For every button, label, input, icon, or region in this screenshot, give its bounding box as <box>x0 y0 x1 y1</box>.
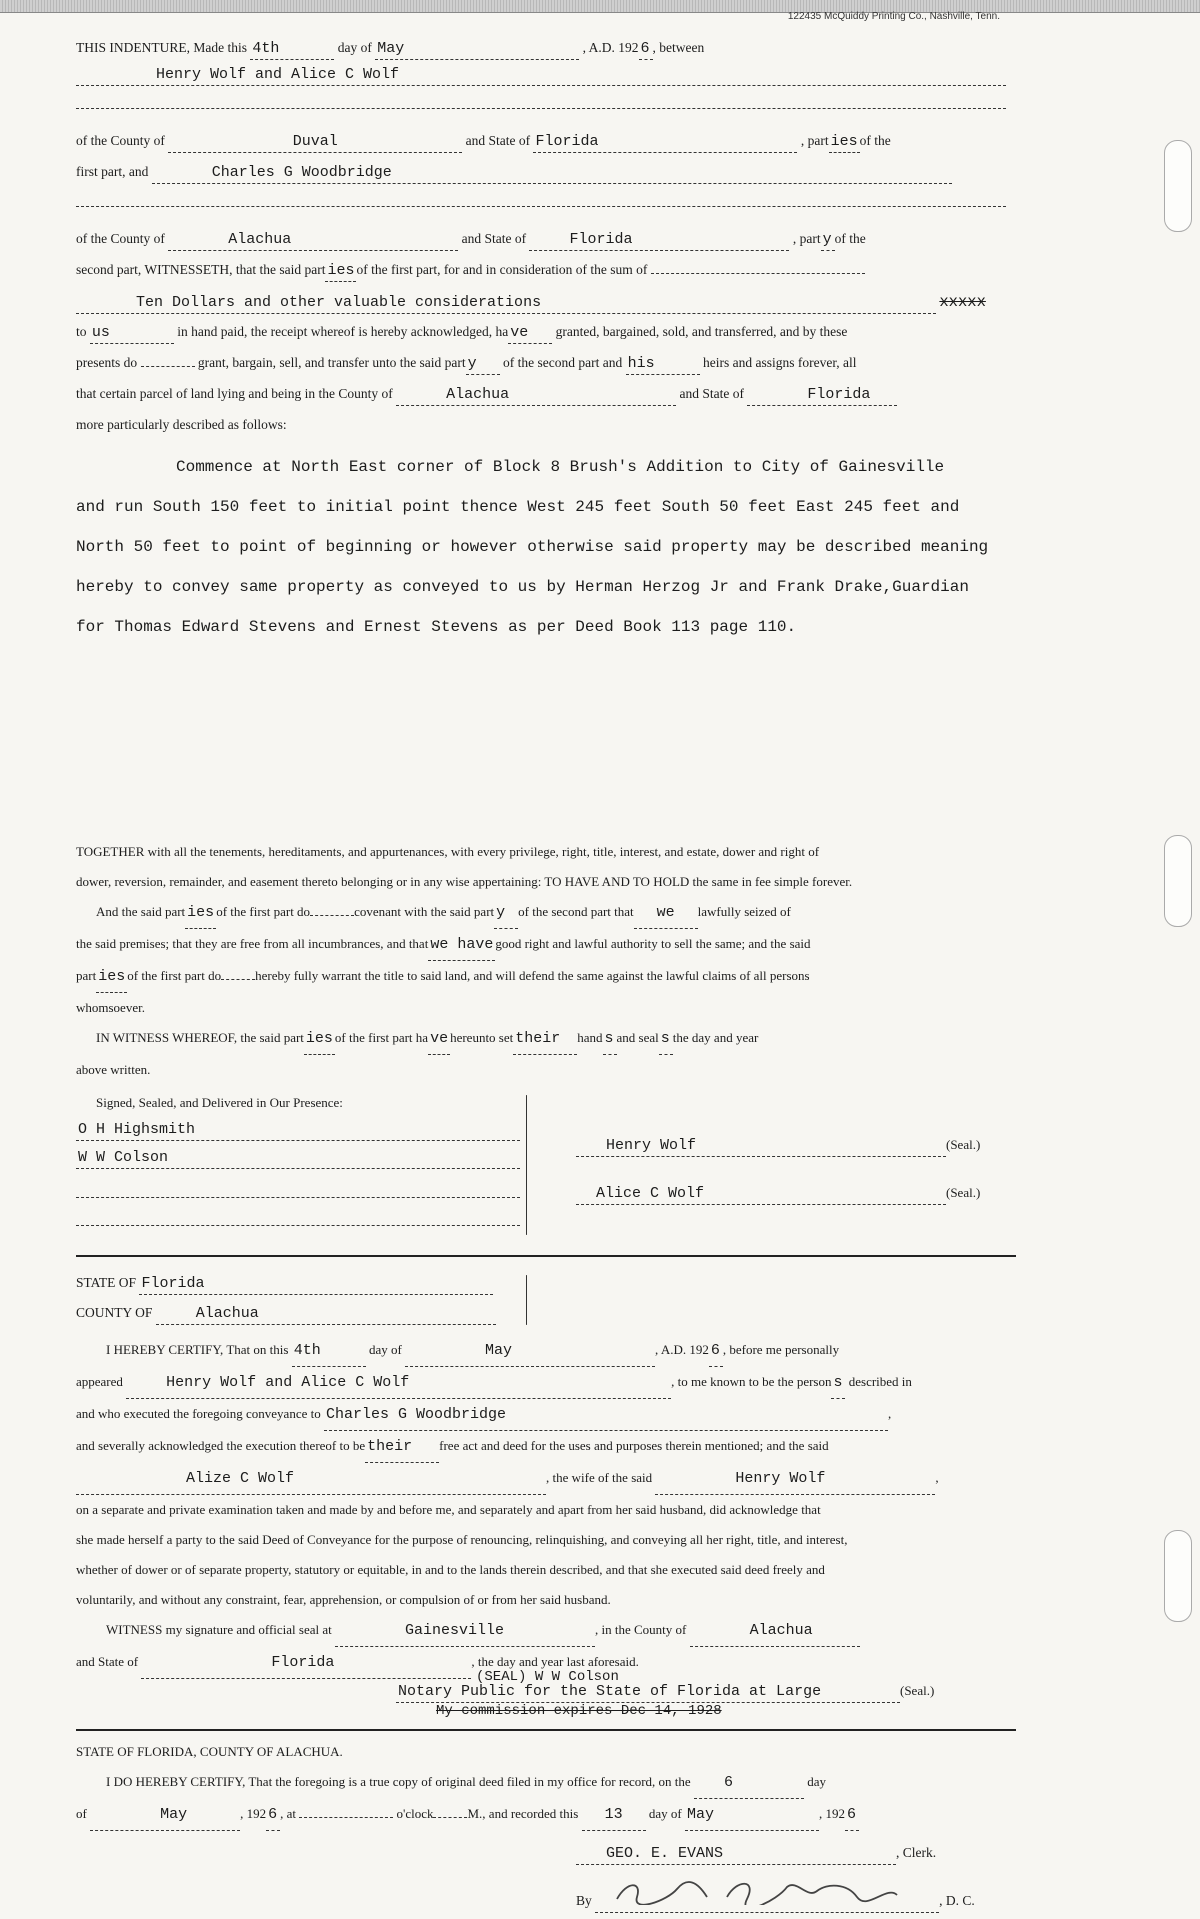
ack-day: 4th <box>292 1336 366 1367</box>
label: and State of <box>461 231 527 246</box>
grant-line <box>76 355 1016 386</box>
label: By <box>576 1893 592 1908</box>
first-county-line: of the County of Duval and State of Florida , part ies of the <box>76 133 1016 164</box>
label: day of <box>648 1806 682 1821</box>
second-county-line: of the County of Alachua and State of Florida , part y of the <box>76 231 1016 262</box>
label: , Clerk. <box>896 1845 937 1860</box>
binder-hole <box>1164 1530 1192 1622</box>
covenant-line <box>76 897 1016 929</box>
label: day of <box>368 1342 402 1357</box>
label: of the first part, for and in consideration of the sum of <box>356 262 648 277</box>
label: of the County of <box>76 231 165 246</box>
parcel-state: Florida <box>747 386 897 406</box>
indenture-label: THIS INDENTURE, Made this <box>76 40 247 55</box>
label: hereby fully warrant the title to said land, and will defend the same against the lawful claims of all persons <box>255 968 810 983</box>
label: good right and lawful authority to sell the same; and the said <box>495 936 811 951</box>
wife-name: Alize C Wolf <box>76 1464 546 1495</box>
executed-line: and who executed the foregoing conveyance to Charles G Woodbridge , <box>76 1399 1016 1431</box>
indenture-day: 4th <box>250 40 334 60</box>
label: of the <box>834 231 866 246</box>
have-suffix: ve <box>508 324 552 344</box>
consideration-line <box>76 293 1016 324</box>
venue-county: Alachua <box>156 1305 496 1325</box>
binder-hole <box>1164 835 1192 927</box>
second-county: Alachua <box>168 231 458 251</box>
blank-fill <box>433 1817 467 1818</box>
recorded-day: 13 <box>582 1800 646 1831</box>
signer-row <box>576 1137 980 1157</box>
appeared-line <box>76 1367 1016 1399</box>
consideration-text: Ten Dollars and other valuable considerations <box>76 294 936 314</box>
receipt-line <box>76 324 1016 355</box>
struck-amount: xxxxx <box>939 293 986 311</box>
their: their <box>365 1432 439 1463</box>
label: granted, bargained, sold, and transferred, and by these <box>555 324 848 339</box>
label: IN WITNESS WHEREOF, the said part <box>96 1030 304 1045</box>
label: , A.D. 192 <box>655 1342 709 1357</box>
label: in hand paid, the receipt whereof is hereby acknowledged, ha <box>177 324 509 339</box>
label: , the day and year last aforesaid. <box>471 1654 639 1669</box>
warrant-line <box>76 961 1016 993</box>
label: and State of <box>76 1654 139 1669</box>
deed-form <box>76 40 1016 1919</box>
recorded-month: May <box>685 1800 819 1831</box>
label: I DO HEREBY CERTIFY, That the foregoing is a true copy of original deed filed in my office for record, on the <box>106 1774 691 1789</box>
witnesseth-line <box>76 262 1016 293</box>
part-suffix: ies <box>96 962 127 993</box>
binder-hole <box>1164 140 1192 232</box>
notary-block <box>76 1669 1016 1725</box>
habendum-line: above written. <box>76 1062 151 1077</box>
blank-fill <box>299 1817 393 1818</box>
label: , D. C. <box>939 1893 975 1908</box>
brace <box>526 1275 527 1325</box>
notary-commission: My commission expires Dec 14, 1928 <box>436 1703 722 1719</box>
blank-fill <box>310 915 354 916</box>
label: and who executed the foregoing conveyance to <box>76 1406 321 1421</box>
ack-place: Gainesville <box>335 1616 595 1647</box>
brace <box>526 1095 527 1235</box>
label: , A.D. 192 <box>582 40 639 55</box>
label: more particularly described as follows: <box>76 417 287 432</box>
label: and seal <box>616 1030 659 1045</box>
label: presents do <box>76 355 138 370</box>
grantor-signature: Henry Wolf <box>576 1137 946 1157</box>
have-suffix: ve <box>428 1024 450 1055</box>
label: day of <box>337 40 372 55</box>
blank-fill <box>141 366 195 367</box>
label: the day and year <box>672 1030 759 1045</box>
habendum-line: dower, reversion, remainder, and easement thereto belonging or in any wise appertaining: TO HAVE AND TO HOLD the same in fee simple forever. <box>76 874 853 889</box>
filed-day: 6 <box>694 1768 804 1799</box>
label: , at <box>280 1806 296 1821</box>
blank-fill <box>76 1179 520 1198</box>
seal-label: (Seal.) <box>946 1137 981 1152</box>
described-line <box>76 417 1016 441</box>
description-line: and run South 150 feet to initial point thence West 245 feet South 50 feet East 245 feet and <box>76 498 960 516</box>
label: first part, and <box>76 164 149 179</box>
person-suffix: s <box>831 1368 845 1399</box>
appeared-persons: Henry Wolf and Alice C Wolf <box>126 1368 671 1399</box>
label: and State of <box>465 133 531 148</box>
label: , the wife of the said <box>546 1470 653 1485</box>
venue-county-row <box>76 1305 496 1325</box>
ack-state: Florida <box>141 1648 471 1679</box>
certificate-line: voluntarily, and without any constraint, fear, apprehension, or compulsion of or from her said husband. <box>76 1592 611 1607</box>
label: COUNTY OF <box>76 1305 153 1320</box>
label: , between <box>652 40 705 55</box>
we-have: we have <box>428 930 495 961</box>
blank-fill <box>651 273 865 274</box>
deputy-row <box>576 1879 975 1913</box>
blank-space <box>76 647 1016 837</box>
label: , to me known to be the person <box>671 1374 832 1389</box>
part-suffix: y <box>821 231 835 251</box>
witness-whereof-line <box>76 1023 1016 1055</box>
his: his <box>626 355 700 375</box>
certificate-line: on a separate and private examination taken and made by and before me, and separately and apart from her said husband, did acknowledge that <box>76 1502 821 1517</box>
certificate <box>76 1335 1016 1679</box>
label: appeared <box>76 1374 123 1389</box>
parcel-county: Alachua <box>396 386 676 406</box>
indenture-year: 6 <box>639 40 653 60</box>
second-state: Florida <box>529 231 789 251</box>
second-party-line <box>76 164 1016 195</box>
seal-label: (Seal.) <box>900 1683 935 1698</box>
their: their <box>513 1024 577 1055</box>
deputy-signature <box>595 1879 939 1913</box>
filed-month: May <box>90 1800 240 1831</box>
label: of the <box>859 133 891 148</box>
grantor-signature: Alice C Wolf <box>576 1185 946 1205</box>
label: heirs and assigns forever, all <box>703 355 857 370</box>
label: of the first part do <box>127 968 222 983</box>
to-whom: us <box>90 324 174 344</box>
recording-certify-line <box>76 1767 1016 1799</box>
first-county: Duval <box>168 133 462 153</box>
notary-title-row <box>396 1683 934 1703</box>
label: described in <box>848 1374 912 1389</box>
ack-grantee: Charles G Woodbridge <box>324 1400 888 1431</box>
label: , in the County of <box>595 1622 687 1637</box>
part-suffix: ies <box>325 262 356 282</box>
land-description <box>76 447 1016 647</box>
label: , before me personally <box>722 1342 840 1357</box>
clerk-name: GEO. E. EVANS <box>576 1845 896 1865</box>
recording-block <box>76 1737 1016 1831</box>
label: hereunto set <box>450 1030 514 1045</box>
label: , 192 <box>240 1806 267 1821</box>
certify-line <box>76 1335 1016 1367</box>
witness-signature: O H Highsmith <box>76 1121 520 1141</box>
part-suffix: y <box>494 898 518 929</box>
blank-fill <box>76 1207 520 1226</box>
certificate-line: she made herself a party to the said Deed of Conveyance for the purpose of renouncing, relinquishing, and conveying all her right, title, and interest, <box>76 1532 848 1547</box>
blank-line <box>76 195 1016 231</box>
first-party-line <box>76 66 1016 97</box>
seal-label: (Seal.) <box>946 1185 981 1200</box>
habendum-line: TOGETHER with all the tenements, hereditaments, and appurtenances, with every privilege, right, title, interest, and estate, dower and right of <box>76 844 820 859</box>
description-line: for Thomas Edward Stevens and Ernest Stevens as per Deed Book 113 page 110. <box>76 618 797 636</box>
label: covenant with the said part <box>354 904 495 919</box>
indenture-line <box>76 40 1016 66</box>
signature-block <box>76 1095 1016 1245</box>
label: lawfully seized of <box>697 904 791 919</box>
description-line: hereby to convey same property as conveyed to us by Herman Herzog Jr and Frank Drake,Guardian <box>76 578 969 596</box>
ack-month: May <box>405 1336 655 1367</box>
clerk-block <box>76 1839 1016 1919</box>
habendum <box>76 837 1016 1085</box>
label: and State of <box>679 386 745 401</box>
severally-line <box>76 1431 1016 1463</box>
label: o'clock <box>396 1806 434 1821</box>
blank-line <box>76 97 1016 133</box>
second-party-name: Charles G Woodbridge <box>152 164 952 184</box>
label: part <box>76 968 97 983</box>
venue-state-row <box>76 1275 493 1295</box>
part-suffix: ies <box>185 898 216 929</box>
label: free act and deed for the uses and purposes therein mentioned; and the said <box>439 1438 829 1453</box>
top-border <box>0 0 1200 13</box>
blank-fill <box>76 206 1006 207</box>
habendum-line: whomsoever. <box>76 1000 145 1015</box>
witness-signature: W W Colson <box>76 1149 520 1169</box>
notary-title: Notary Public for the State of Florida at Large <box>396 1683 900 1703</box>
blank-fill <box>76 108 1006 109</box>
label: second part, WITNESSETH, that the said part <box>76 262 326 277</box>
witness-seal-line <box>76 1615 1016 1647</box>
deputy-signature-scribble <box>597 1879 917 1905</box>
label: of the County of <box>76 133 165 148</box>
blank-fill <box>221 979 255 980</box>
label: of the second part and <box>503 355 623 370</box>
label: and severally acknowledged the execution thereof to be <box>76 1438 366 1453</box>
printer-mark: 122435 McQuiddy Printing Co., Nashville, Tenn. <box>787 11 1000 22</box>
certificate-line: whether of dower or of separate property, statutory or equitable, in and to the lands therein described, and that she executed said deed freely and <box>76 1562 825 1577</box>
recording-title: STATE OF FLORIDA, COUNTY OF ALACHUA. <box>76 1744 343 1759</box>
incumbrances-line <box>76 929 1016 961</box>
signer-row <box>576 1185 980 1205</box>
grant-suffix: y <box>466 355 500 375</box>
husband-name: Henry Wolf <box>655 1464 935 1495</box>
label: grant, bargain, sell, and transfer unto the said part <box>197 355 466 370</box>
label: , 192 <box>818 1806 845 1821</box>
recorded-year: 6 <box>845 1800 859 1831</box>
filed-year: 6 <box>266 1800 280 1831</box>
label: M., and recorded this <box>467 1806 579 1821</box>
description-line: North 50 feet to point of beginning or however otherwise said property may be described meaning <box>76 538 989 556</box>
ack-county: Alachua <box>690 1616 860 1647</box>
notary-name: W W Colson <box>534 1669 619 1685</box>
wife-line: Alize C Wolf , the wife of the said Henry Wolf , <box>76 1463 1016 1495</box>
indenture-month: May <box>375 40 579 60</box>
label: day <box>807 1774 826 1789</box>
label: to <box>76 324 87 339</box>
venue-state: Florida <box>139 1275 493 1295</box>
parcel-line <box>76 386 1016 417</box>
clerk-row <box>576 1845 936 1865</box>
part-suffix: ies <box>304 1024 335 1055</box>
label: that certain parcel of land lying and being in the County of <box>76 386 393 401</box>
label: hand <box>577 1030 603 1045</box>
divider <box>76 1729 1016 1731</box>
hand-suffix: s <box>603 1024 617 1055</box>
part-suffix: ies <box>829 133 860 153</box>
label: And the said part <box>96 904 186 919</box>
presence-label: Signed, Sealed, and Delivered in Our Presence: <box>96 1095 343 1110</box>
first-party-name: Henry Wolf and Alice C Wolf <box>76 66 1006 86</box>
recording-date-line <box>76 1799 1016 1831</box>
label: I HEREBY CERTIFY, That on this <box>106 1342 289 1357</box>
notary-seal: (SEAL) <box>476 1669 527 1685</box>
label: of <box>76 1806 87 1821</box>
first-state: Florida <box>533 133 797 153</box>
label: of the first part do <box>216 904 311 919</box>
label: the said premises; that they are free from all incumbrances, and that <box>76 936 429 951</box>
label: STATE OF <box>76 1275 137 1290</box>
ack-year: 6 <box>709 1336 723 1367</box>
label: of the first part ha <box>334 1030 429 1045</box>
divider <box>76 1255 1016 1257</box>
label: of the second part that <box>518 904 634 919</box>
label: WITNESS my signature and official seal at <box>106 1622 332 1637</box>
seal-suffix: s <box>659 1024 673 1055</box>
venue-block <box>76 1275 1016 1335</box>
description-line: Commence at North East corner of Block 8 Brush's Addition to City of Gainesville <box>176 458 945 476</box>
seized-we: we <box>634 898 698 929</box>
